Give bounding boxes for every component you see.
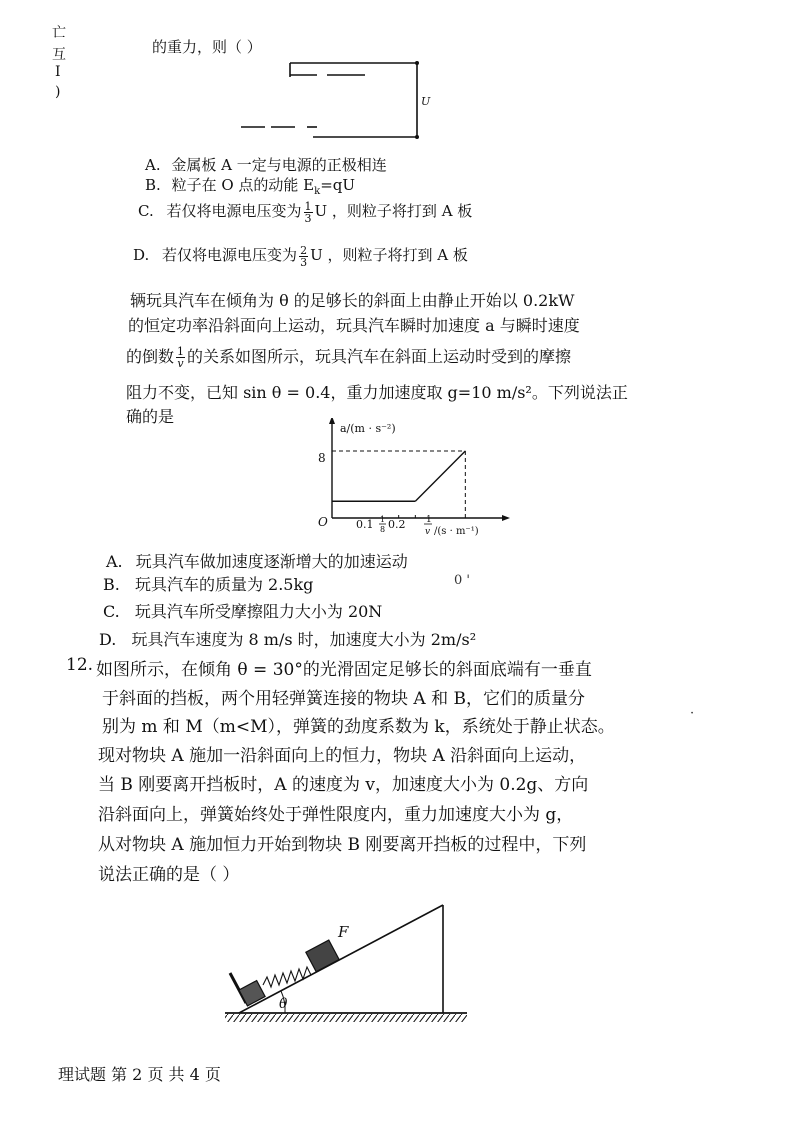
q12-line-6: 沿斜面向上，弹簧始终处于弹性限度内，重力加速度大小为 g，: [98, 805, 574, 825]
q11-line-3-den: v: [177, 357, 184, 370]
margin-mark-3: I: [55, 64, 61, 80]
q11-option-a-text: 玩具汽车做加速度逐渐增大的加速运动: [135, 552, 408, 571]
q10-option-a: [145, 154, 387, 175]
q12-line-4: 现对物块 A 施加一沿斜面向上的恒力，物块 A 沿斜面向上运动，: [98, 746, 587, 766]
q12-line-5: 当 B 刚要离开挡板时，A 的速度为 v，加速度大小为 0.2g、方向: [98, 775, 589, 795]
q10-circuit-diagram: [235, 55, 435, 145]
angle-label: θ: [279, 996, 288, 1012]
force-label: F: [338, 923, 349, 941]
q11-line-1: 辆玩具汽车在倾角为 θ 的足够长的斜面上由静止开始以 0.2kW: [130, 291, 575, 310]
q10-option-c-pre: 若仅将电源电压变为: [166, 202, 302, 220]
q11-line-3-post: 的关系如图所示，玩具汽车在斜面上运动时受到的摩擦: [187, 347, 572, 366]
q10-option-b-letter: B.: [145, 176, 161, 194]
q11-line-3-num: 1: [177, 345, 185, 358]
chart-x-axis-arrow: [502, 515, 510, 521]
q10-option-c-num: 1: [304, 199, 312, 213]
q10-option-d-fraction: [299, 245, 308, 268]
q10-option-d-post: U ，则粒子将打到 A 板: [310, 246, 468, 264]
margin-mark-2: 互: [52, 47, 66, 63]
chart-x-label-den: v: [425, 527, 431, 537]
q11-line-4: 阻力不变，已知 sin θ = 0.4，重力加速度取 g=10 m/s²。下列说法正: [126, 383, 628, 402]
q12-line-7: 从对物块 A 施加恒力开始到物块 B 刚要离开挡板的过程中，下列: [98, 835, 587, 855]
q12-line-3: 别为 m 和 M（m<M），弹簧的劲度系数为 k，系统处于静止状态。: [102, 717, 615, 737]
chart-x-label-unit: /(s · m⁻¹): [434, 526, 479, 537]
chart-origin-label: O: [318, 515, 328, 529]
q10-option-c-den: 3: [304, 211, 312, 225]
q11-option-d: [99, 627, 476, 650]
chart-y-axis-arrow: [329, 418, 335, 424]
chart-x-tick-0-2: 0.2: [388, 518, 406, 531]
q11-line-5: 确的是: [126, 407, 175, 426]
ground-hatch: [225, 1014, 467, 1022]
bleed-mark-1: 0 ': [454, 573, 470, 588]
q11-option-d-letter: D.: [99, 630, 117, 649]
margin-mark-4: ): [55, 84, 61, 100]
q12-incline-diagram: [215, 895, 475, 1030]
q10-option-c-post: U ，则粒子将打到 A 板: [314, 202, 473, 220]
q11-line-3: [126, 344, 571, 369]
q10-option-b-sub: k: [314, 186, 321, 197]
circuit-voltage-label: U: [421, 95, 431, 108]
q10-option-b: [145, 174, 355, 197]
chart-y-tick-8: 8: [318, 451, 326, 465]
chart-x-tick-eighth-num: 1: [380, 515, 386, 524]
q11-option-a-letter: A.: [106, 552, 123, 571]
chart-series-2-line: [415, 451, 465, 501]
q12-line-2: 于斜面的挡板，两个用轻弹簧连接的物块 A 和 B，它们的质量分: [102, 689, 585, 709]
q11-option-c-text: 玩具汽车所受摩擦阻力大小为 20N: [134, 602, 383, 621]
q12-line-8: 说法正确的是（ ）: [98, 865, 240, 885]
chart-y-axis-label: a/(m · s⁻²): [340, 422, 396, 435]
q10-option-d-num: 2: [300, 243, 308, 257]
q11-option-b-text: 玩具汽车的质量为 2.5kg: [134, 575, 314, 594]
q11-option-d-text: 玩具汽车速度为 8 m/s 时，加速度大小为 2m/s²: [131, 630, 477, 649]
q11-option-c: [103, 599, 382, 622]
q10-option-c-letter: C.: [138, 202, 154, 220]
chart-x-label-num: 1: [426, 515, 432, 525]
q10-option-c-fraction: [304, 201, 313, 224]
q11-option-c-letter: C.: [103, 602, 120, 621]
page-footer: 理试题 第 2 页 共 4 页: [58, 1065, 221, 1084]
q11-a-vs-inverse-v-chart: [300, 418, 520, 546]
spring: [263, 967, 311, 987]
q10-option-d-letter: D.: [133, 246, 150, 264]
q11-line-3-fraction: [176, 346, 185, 369]
q11-option-a: [106, 549, 408, 572]
q10-option-b-tail: =qU: [320, 176, 356, 194]
incline-surface: [239, 905, 443, 1013]
q10-option-a-text: 金属板 A 一定与电源的正极相连: [171, 156, 387, 174]
q10-option-b-text: 粒子在 O 点的动能 E: [171, 176, 315, 194]
q11-option-b: [103, 572, 313, 595]
q10-option-d: [133, 244, 468, 268]
q10-stem-tail: 的重力，则（ ）: [152, 38, 262, 56]
q10-option-a-letter: A.: [145, 156, 161, 174]
bleed-mark-2: ·: [690, 706, 695, 721]
block-a: [306, 940, 339, 972]
q11-line-3-pre: 的倒数: [126, 347, 175, 366]
chart-x-tick-eighth-den: 8: [380, 525, 386, 534]
q11-option-b-letter: B.: [103, 575, 120, 594]
q12-number: 12.: [66, 655, 94, 675]
q10-option-d-den: 3: [300, 255, 308, 269]
chart-x-tick-0-1: 0.1: [356, 518, 374, 531]
q12-line-1: 如图所示，在倾角 θ = 30°的光滑固定足够长的斜面底端有一垂直: [96, 660, 592, 680]
q10-option-c: [138, 200, 472, 224]
q10-option-d-pre: 若仅将电源电压变为: [162, 246, 298, 264]
margin-mark-1: 亡: [52, 25, 66, 41]
q11-line-2: 的恒定功率沿斜面向上运动，玩具汽车瞬时加速度 a 与瞬时速度: [128, 316, 580, 335]
